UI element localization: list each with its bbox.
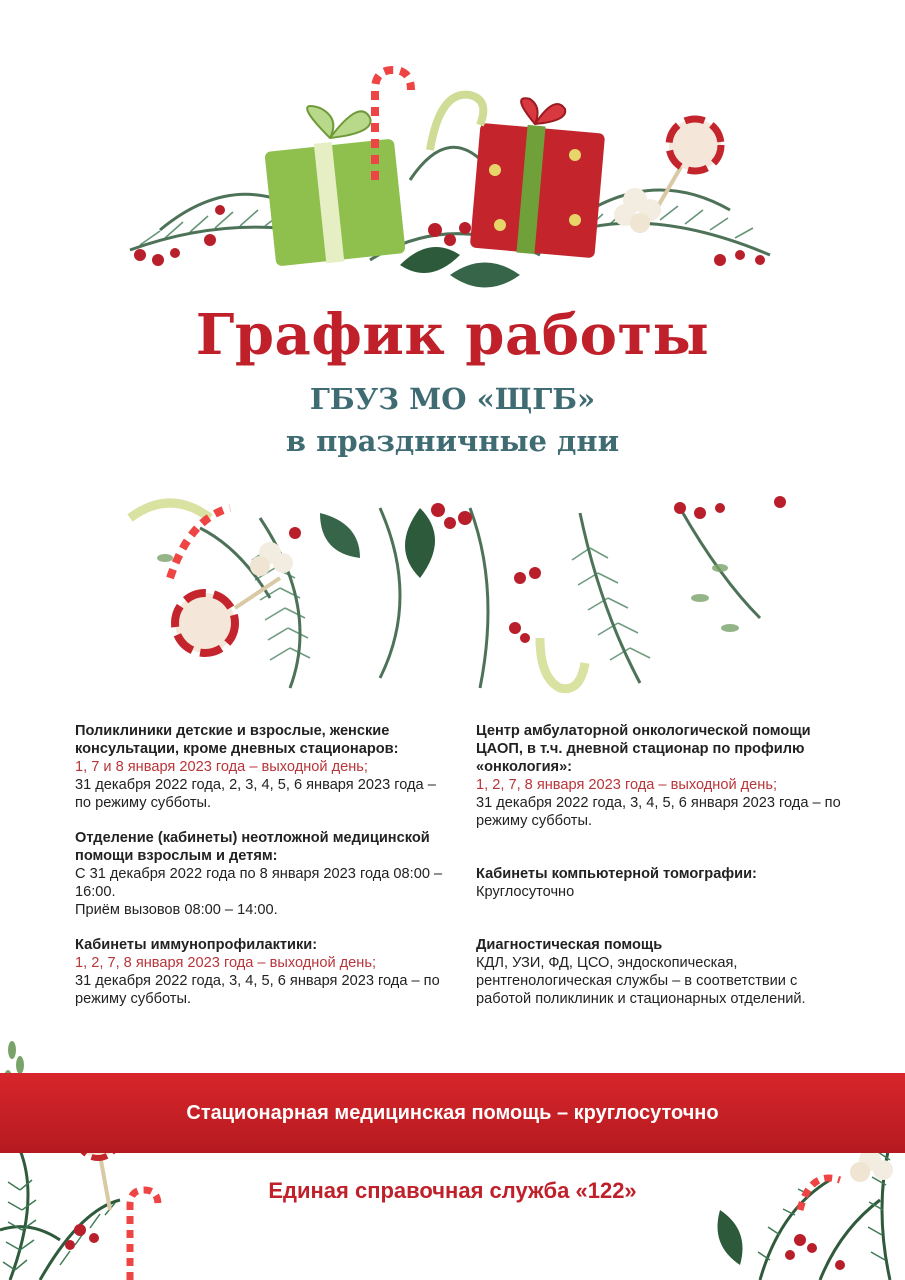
section-heading: Диагностическая помощь	[476, 937, 663, 953]
lollipop-icon	[650, 119, 721, 220]
schedule-diagnostics	[476, 936, 846, 1008]
helpline-text: Единая справочная служба «122»	[268, 1178, 637, 1203]
schedule-immunization	[75, 936, 445, 1008]
candy-cane-icon	[130, 503, 210, 518]
section-heading: Центр амбулаторной онкологической помощи ЦАОП, в т.ч. дневной стационар по профилю «онкология»:	[476, 723, 811, 775]
section-heading: Отделение (кабинеты) неотложной медицинской помощи взрослым и детям:	[75, 830, 430, 864]
section-text: 31 декабря 2022 года, 2, 3, 4, 5, 6 января 2023 года – по режиму субботы.	[75, 777, 436, 811]
section-text: 31 декабря 2022 года, 3, 4, 5, 6 января 2023 года – по режиму субботы.	[75, 973, 440, 1007]
schedule-oncology	[476, 722, 846, 830]
section-text: Круглосуточно	[476, 884, 575, 900]
schedule-emergency	[75, 829, 445, 919]
inpatient-banner	[0, 1073, 905, 1153]
red-gift-icon	[470, 98, 605, 258]
top-garland-decoration	[120, 60, 780, 290]
holiday-days: 1, 2, 7, 8 января 2023 года – выходной день;	[476, 777, 778, 793]
section-text: КДЛ, УЗИ, ФД, ЦСО, эндоскопическая, рентгенологическая службы – в соответствии с работой поликлиник и стационарных отделений.	[476, 955, 806, 1007]
section-text: 31 декабря 2022 года, 3, 4, 5, 6 января 2023 года – по режиму субботы.	[476, 795, 841, 829]
right-column	[476, 722, 846, 1008]
lollipop-icon	[175, 578, 280, 653]
section-text: С 31 декабря 2022 года по 8 января 2023 года 08:00 – 16:00.	[75, 866, 443, 900]
subtitle-holidays: в праздничные дни	[285, 424, 620, 458]
page-title: График работы	[195, 302, 710, 368]
section-text: Приём вызовов 08:00 – 14:00.	[75, 902, 278, 918]
section-heading: Кабинеты компьютерной томографии:	[476, 866, 757, 882]
organization-name: ГБУЗ МО «ЩГБ»	[309, 382, 596, 416]
schedule-polyclinics	[75, 722, 445, 812]
left-column	[75, 722, 445, 1008]
holiday-days: 1, 2, 7, 8 января 2023 года – выходной день;	[75, 955, 377, 971]
section-heading: Поликлиники детские и взрослые, женские консультации, кроме дневных стационаров:	[75, 723, 399, 757]
schedule-ct	[476, 865, 846, 901]
inpatient-banner-text: Стационарная медицинская помощь – круглосуточно	[186, 1101, 719, 1124]
bottom-left-decoration	[0, 1030, 200, 1280]
middle-garland-decoration	[120, 488, 800, 698]
holiday-days: 1, 7 и 8 января 2023 года – выходной день;	[75, 759, 368, 775]
section-heading: Кабинеты иммунопрофилактики:	[75, 937, 318, 953]
green-gift-icon	[264, 106, 405, 266]
